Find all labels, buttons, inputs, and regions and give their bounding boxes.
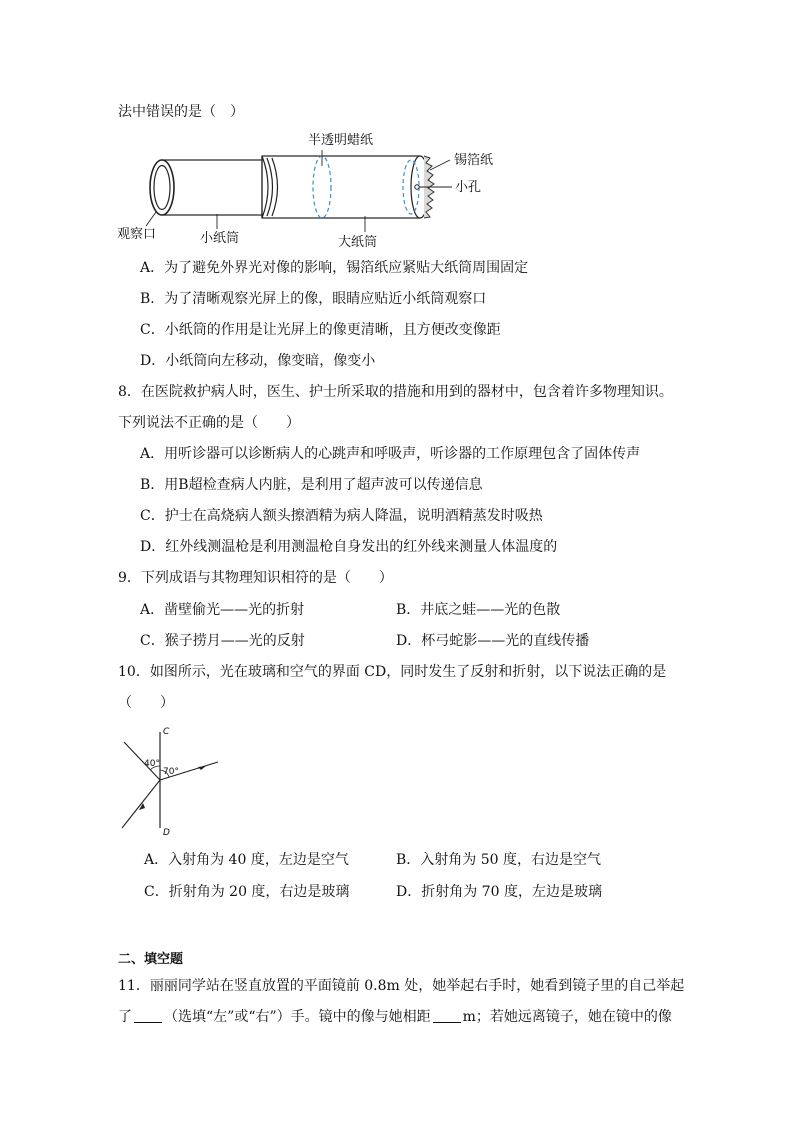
q7-option-c: C．小纸筒的作用是让光屏上的像更清晰，且方便改变像距	[140, 322, 501, 338]
q8-option-b: B．用B超检查病人内脏，是利用了超声波可以传递信息	[140, 477, 483, 493]
q10-option-c: C．折射角为 20 度，右边是玻璃	[144, 884, 350, 900]
q9-option-b: B．井底之蛙——光的色散	[396, 602, 561, 618]
angle-40: 40°	[144, 759, 160, 769]
q9-option-a: A．凿壁偷光——光的折射	[140, 602, 305, 618]
q8-option-c: C．护士在高烧病人额头擦酒精为病人降温，说明酒精蒸发时吸热	[140, 508, 543, 524]
q10-option-a: A．入射角为 40 度，左边是空气	[144, 852, 349, 868]
q10-stem-line1: 10．如图所示，光在玻璃和空气的界面 CD，同时发生了反射和折射，以下说法正确的是	[118, 664, 667, 680]
q7-option-a: A．为了避免外界光对像的影响，锡箔纸应紧贴大纸筒周围固定	[140, 260, 529, 276]
q7-option-b: B．为了清晰观察光屏上的像，眼睛应贴近小纸筒观察口	[140, 291, 487, 307]
q11-blank-2[interactable]	[433, 1008, 461, 1023]
label-eyepiece: 观察口	[117, 227, 157, 242]
incident-ray	[122, 780, 160, 828]
label-d: D	[163, 828, 170, 838]
q11-line2-c: m；若她远离镜子，她在镜中的像	[462, 1009, 672, 1025]
q7-stem-tail: 法中错误的是（ ）	[118, 104, 244, 120]
q11-line2-b: （选填“左”或“右”）手。镜中的像与她相距	[164, 1009, 431, 1025]
q9-option-d: D．杯弓蛇影——光的直线传播	[396, 633, 590, 649]
small-tube	[150, 160, 267, 215]
q8-stem-line1: 8．在医院救护病人时，医生、护士所采取的措施和用到的器材中，包含着许多物理知识。	[118, 384, 673, 400]
label-c: C	[163, 727, 170, 737]
q11-line1: 11．丽丽同学站在竖直放置的平面镜前 0.8m 处，她举起右手时，她看到镜子里的自己举起	[118, 978, 685, 994]
q11-line2-a: 了	[118, 1009, 132, 1025]
q9-option-c: C．猴子捞月——光的反射	[140, 633, 305, 649]
q8-stem-line2: 下列说法不正确的是（ ）	[118, 415, 300, 431]
label-big-tube: 大纸筒	[338, 235, 378, 250]
big-tube	[262, 156, 429, 218]
pinhole	[415, 185, 419, 189]
q9-stem: 9．下列成语与其物理知识相符的是（ ）	[118, 570, 393, 586]
q10-stem-line2: （ ）	[118, 695, 174, 711]
q10-option-d: D．折射角为 70 度，左边是玻璃	[396, 884, 602, 900]
label-wax-paper: 半透明蜡纸	[308, 133, 374, 148]
q7-option-d: D．小纸筒向左移动，像变暗，像变小	[140, 353, 376, 369]
q8-option-a: A．用听诊器可以诊断病人的心跳声和呼吸声，听诊器的工作原理包含了固体传声	[140, 446, 641, 462]
q11-line2	[118, 1007, 672, 1027]
label-foil: 锡箔纸	[454, 153, 494, 168]
q8-option-d: D．红外线测温枪是利用测温枪自身发出的红外线来测量人体温度的	[140, 539, 558, 555]
label-small-tube: 小纸筒	[200, 231, 240, 246]
section-title-fill-in: 二、填空题	[118, 952, 184, 967]
q11-blank-1[interactable]	[134, 1008, 162, 1023]
q10-option-b: B．入射角为 50 度，右边是空气	[396, 852, 602, 868]
angle-70: 70°	[163, 767, 179, 777]
q10-figure-refraction	[112, 722, 232, 840]
label-pinhole: 小孔	[455, 180, 482, 195]
q7-figure-pinhole-camera	[112, 128, 502, 250]
